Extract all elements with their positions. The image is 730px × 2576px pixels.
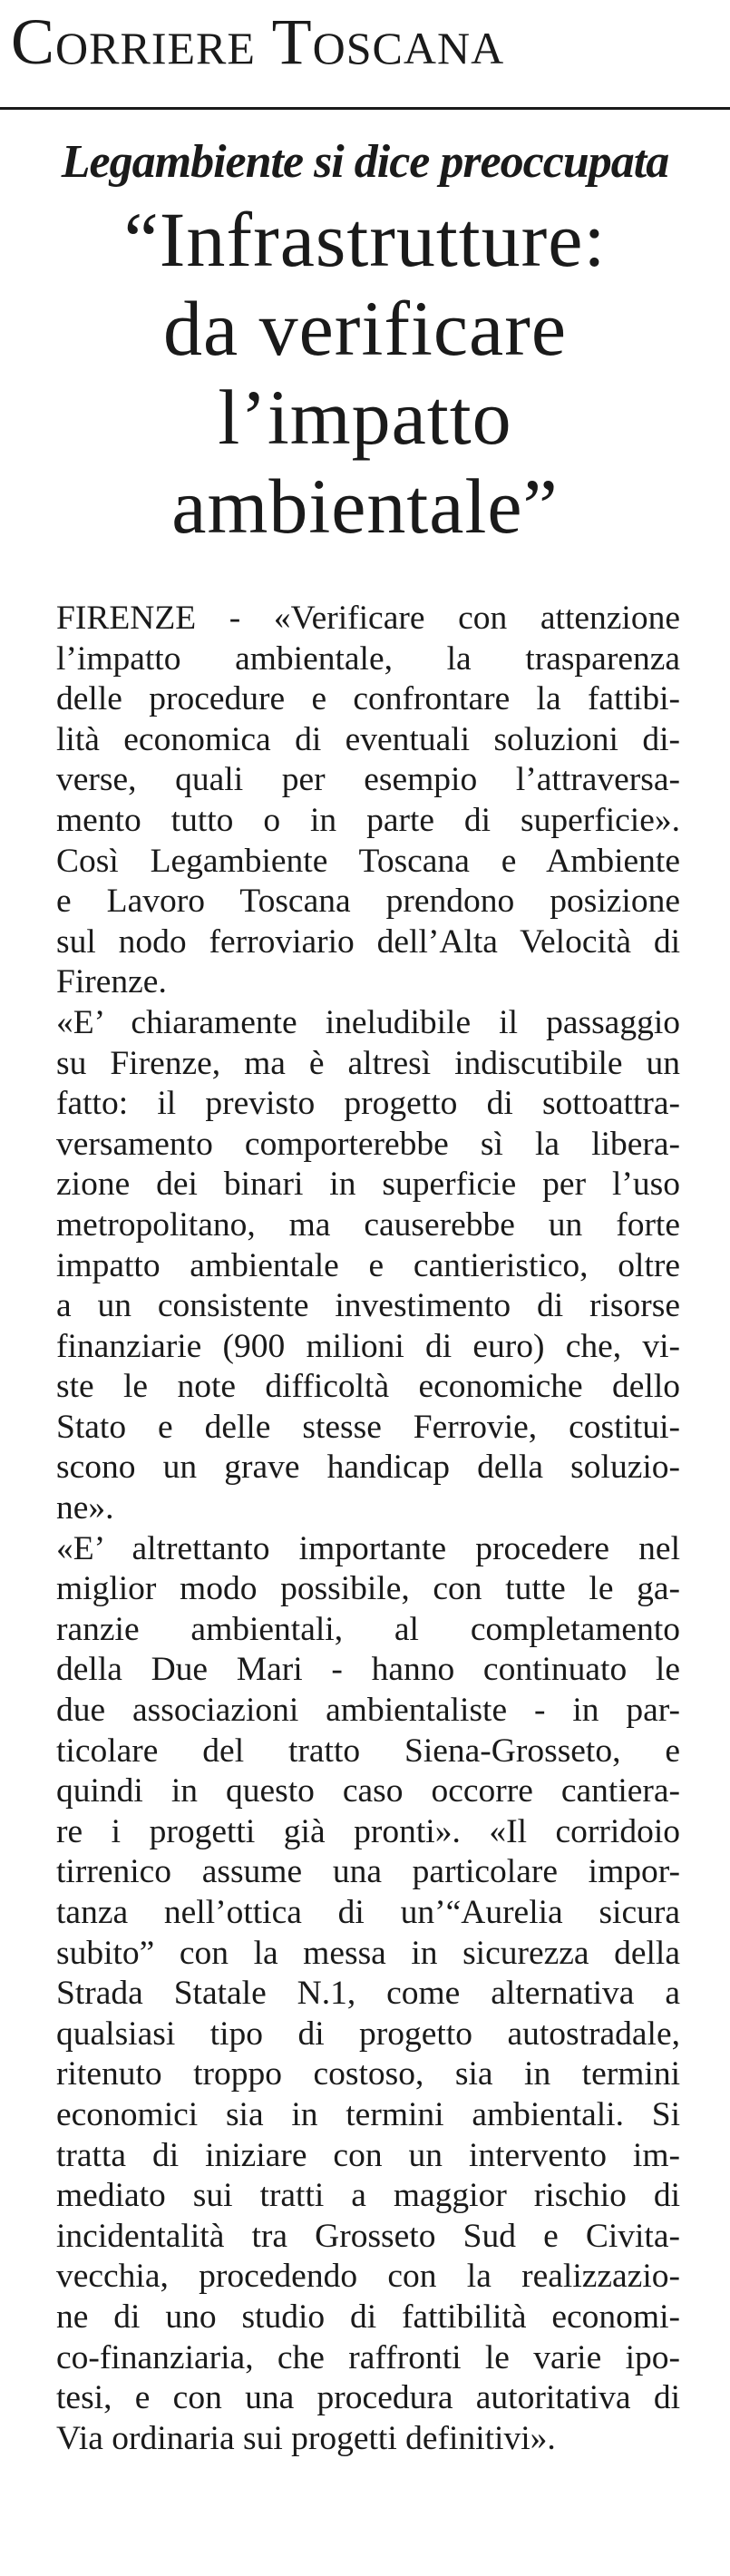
article-kicker: Legambiente si dice preoccupata xyxy=(61,136,669,188)
body-line: metropolitano, ma causerebbe un forte xyxy=(56,1205,680,1244)
body-line: ne di uno studio di fattibilità economi- xyxy=(56,2298,680,2336)
body-line: verse, quali per esempio l’attraversa- xyxy=(56,761,680,799)
body-line: lità economica di eventuali soluzioni di- xyxy=(56,720,680,758)
body-line: scono un grave handicap della soluzio- xyxy=(56,1449,680,1487)
body-line: Firenze. xyxy=(56,963,167,1001)
body-line: della Due Mari - hanno continuato le xyxy=(56,1651,680,1689)
body-line: ticolare del tratto Siena-Grosseto, e xyxy=(56,1732,680,1770)
body-line: su Firenze, ma è altresì indiscutibile un xyxy=(56,1044,680,1082)
headline-line: “Infrastrutture: xyxy=(123,196,607,283)
body-line: e Lavoro Toscana prendono posizione xyxy=(56,883,680,921)
body-line: tanza nell’ottica di un’“Aurelia sicura xyxy=(56,1894,680,1931)
body-line: co-finanziaria, che raffronti le varie ipo- xyxy=(56,2338,680,2376)
body-line: FIRENZE - «Verificare con attenzione xyxy=(56,600,680,637)
article-headline xyxy=(0,195,730,551)
body-line: fatto: il previsto progetto di sottoattra- xyxy=(56,1085,680,1123)
body-line: Strada Statale N.1, come alternativa a xyxy=(56,1975,680,2013)
masthead xyxy=(0,0,730,107)
body-line: a un consistente investimento di risorse xyxy=(56,1287,680,1325)
body-line: versamento comporterebbe sì la libera- xyxy=(56,1125,680,1163)
body-line: quindi in questo caso occorre cantiera- xyxy=(56,1772,680,1810)
body-line: incidentalità tra Grosseto Sud e Civita- xyxy=(56,2217,680,2255)
body-line: subito” con la messa in sicurezza della xyxy=(56,1934,680,1972)
body-line: «E’ altrettanto importante procedere nel xyxy=(56,1529,680,1567)
body-line: Stato e delle stesse Ferrovie, costitui- xyxy=(56,1408,680,1446)
body-line: tirrenico assume una particolare impor- xyxy=(56,1853,680,1891)
body-line: economici sia in termini ambientali. Si xyxy=(56,2095,680,2133)
body-line: zione dei binari in superficie per l’uso xyxy=(56,1166,680,1204)
body-line: qualsiasi tipo di progetto autostradale, xyxy=(56,2015,680,2053)
body-line: tesi, e con una procedura autoritativa di xyxy=(56,2379,680,2417)
body-line: l’impatto ambientale, la trasparenza xyxy=(56,639,680,678)
body-line: Così Legambiente Toscana e Ambiente xyxy=(56,842,680,880)
body-line: ste le note difficoltà economiche dello xyxy=(56,1368,680,1406)
body-line: finanziarie (900 milioni di euro) che, vi- xyxy=(56,1327,680,1365)
body-line: due associazioni ambientaliste - in par- xyxy=(56,1692,680,1730)
body-line: delle procedure e confrontare la fattibi- xyxy=(56,680,680,718)
masthead-divider xyxy=(0,107,730,110)
headline-line: da verificare xyxy=(162,285,568,372)
body-line: impatto ambientale e cantieristico, oltre xyxy=(56,1246,680,1284)
body-line: re i progetti già pronti». «Il corridoio xyxy=(56,1812,680,1850)
body-line: mento tutto o in parte di superficie». xyxy=(56,801,680,839)
body-line: tratta di iniziare con un intervento im- xyxy=(56,2136,680,2174)
body-line: ne». xyxy=(56,1489,114,1527)
body-line: sul nodo ferroviario dell’Alta Velocità di xyxy=(56,922,680,961)
body-line: miglior modo possibile, con tutte le ga- xyxy=(56,1570,680,1608)
body-line: vecchia, procedendo con la realizzazio- xyxy=(56,2258,680,2296)
body-line: ranzie ambientali, al completamento xyxy=(56,1610,680,1648)
headline-line: ambientale” xyxy=(171,463,559,550)
masthead-text: Corriere Toscana xyxy=(11,5,505,78)
body-line: «E’ chiaramente ineludibile il passaggio xyxy=(56,1003,680,1041)
article-body xyxy=(56,599,680,2459)
body-line: mediato sui tratti a maggior rischio di xyxy=(56,2177,680,2215)
newspaper-name xyxy=(11,4,504,80)
headline-line: l’impatto xyxy=(218,374,512,461)
body-line: ritenuto troppo costoso, sia in termini xyxy=(56,2055,680,2093)
body-line: Via ordinaria sui progetti definitivi». xyxy=(56,2419,556,2457)
